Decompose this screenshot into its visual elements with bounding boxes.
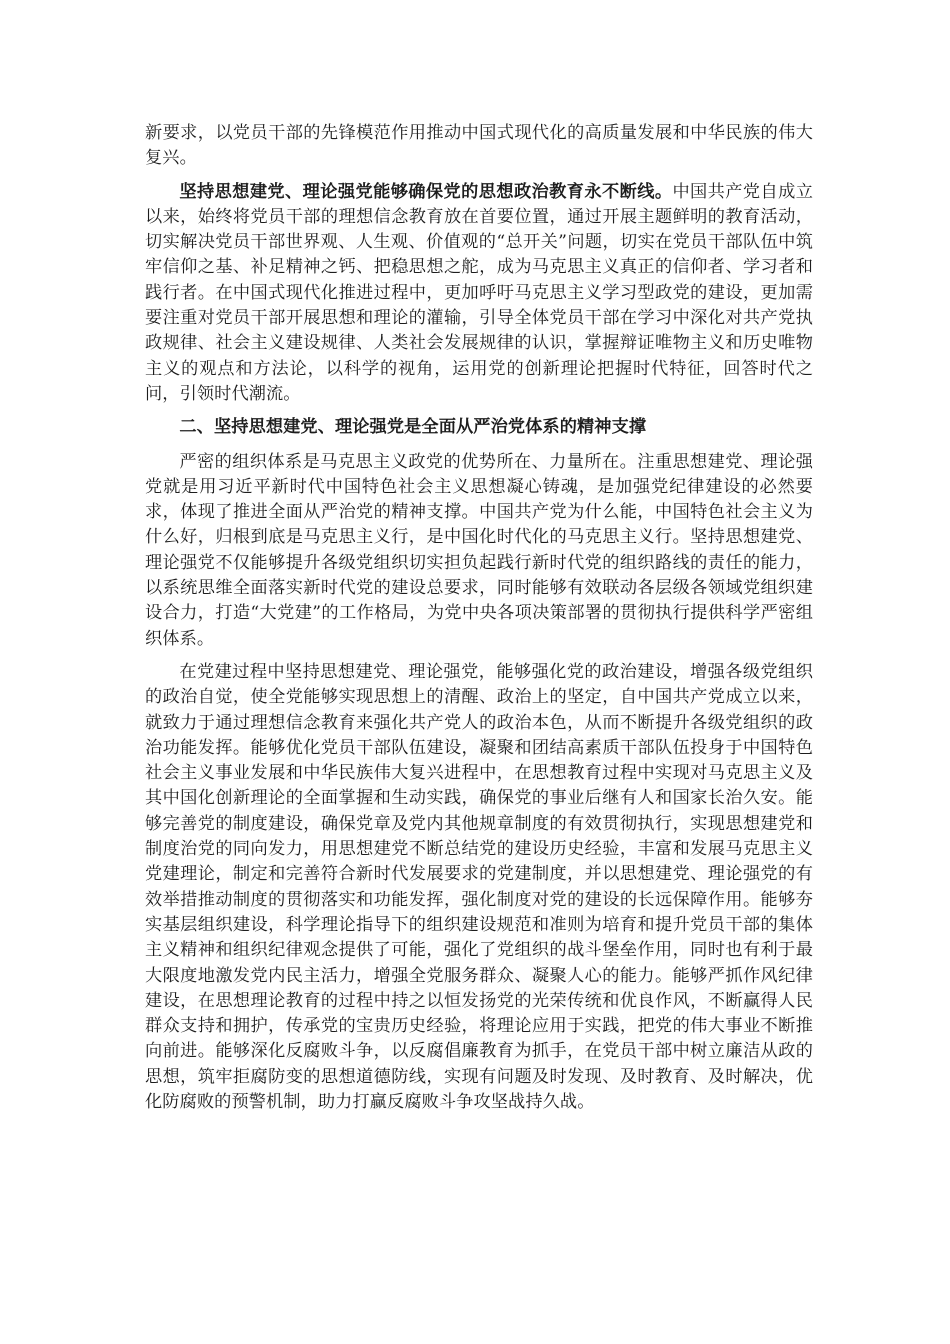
paragraph-text: 在党建过程中坚持思想建党、理论强党，能够强化党的政治建设，增强各级党组织的政治自觉，使全党能够实现思想上的清醒、政治上的坚定，自中国共产党成立以来，就致力于通过理想信念教育来强化共产党人的政治本色，从而不断提升各级党组织的政治功能发挥。能够优化党员干部队伍建设，凝聚和团结高素质干部队伍投身于中国特色社会主义事业发展和中华民族伟大复兴进程中，在思想教育过程中实现对马克思主义及其中国化创新理论的全面掌握和生动实践，确保党的事业后继有人和国家长治久安。能够完善党的制度建设，确保党章及党内其他规章制度的有效贯彻执行，实现思想建党和制度治党的同向发力，用思想建党不断总结党的建设历史经验，丰富和发展马克思主义党建理论，制定和完善符合新时代发展要求的党建制度，并以思想建党、理论强党的有效举措推动制度的贯彻落实和功能发挥，强化制度对党的建设的长远保障作用。能够夯实基层组织建设，科学理论指导下的组织建设规范和准则为培育和提升党员干部的集体主义精神和组织纪律观念提供了可能，强化了党组织的战斗堡垒作用，同时也有利于最大限度地激发党内民主活力，增强全党服务群众、凝聚人心的能力。能够严抓作风纪律建设，在思想理论教育的过程中持之以恒发扬党的光荣传统和优良作风，不断赢得人民群众支持和拥护，传承党的宝贵历史经验，将理论应用于实践，把党的伟大事业不断推向前进。能够深化反腐败斗争，以反腐倡廉教育为抓手，在党员干部中树立廉洁从政的思想，筑牢拒腐防变的思想道德防线，实现有问题及时发现、及时教育、及时解决，优化防腐败的预警机制，助力打赢反腐败斗争攻坚战持久战。 [145,661,813,1112]
paragraph-text: 严密的组织体系是马克思主义政党的优势所在、力量所在。注重思想建党、理论强党就是用习近平新时代中国特色社会主义思想凝心铸魂，是加强党纪律建设的必然要求，体现了推进全面从严治党的精神支撑。中国共产党为什么能，中国特色社会主义为什么好，归根到底是马克思主义行，是中国化时代化的马克思主义行。坚持思想建党、理论强党不仅能够提升各级党组织切实担负起践行新时代党的组织路线的责任的能力，以系统思维全面落实新时代党的建设总要求，同时能够有效联动各层级各领域党组织建设合力，打造“大党建”的工作格局，为党中央各项决策部署的贯彻执行提供科学严密组织体系。 [145,451,813,649]
paragraph-continuation [145,121,813,172]
paragraph-text: 新要求，以党员干部的先锋模范作用推动中国式现代化的高质量发展和中华民族的伟大复兴。 [145,123,813,169]
document-page [145,121,813,1123]
paragraph-organizational-system [145,450,813,652]
paragraph-lead-sentence: 坚持思想建党、理论强党能够确保党的思想政治教育永不断线。 [179,181,673,202]
paragraph-party-building [145,660,813,1115]
paragraph-text: 中国共产党自成立以来，始终将党员干部的理想信念教育放在首要位置，通过开展主题鲜明的教育活动，切实解决党员干部世界观、人生观、价值观的“总开关”问题，切实在党员干部队伍中筑牢信仰之基、补足精神之钙、把稳思想之舵，成为马克思主义真正的信仰者、学习者和践行者。在中国式现代化推进过程中，更加呼吁马克思主义学习型政党的建设，更加需要注重对党员干部开展思想和理论的灌输，引导全体党员干部在学习中深化对共产党执政规律、社会主义建设规律、人类社会发展规律的认识，掌握辩证唯物主义和历史唯物主义的观点和方法论，以科学的视角，运用党的创新理论把握时代特征，回答时代之问，引领时代潮流。 [145,181,813,404]
paragraph-ideological-education [145,180,813,408]
section-heading: 二、坚持思想建党、理论强党是全面从严治党体系的精神支撑 [179,417,647,438]
